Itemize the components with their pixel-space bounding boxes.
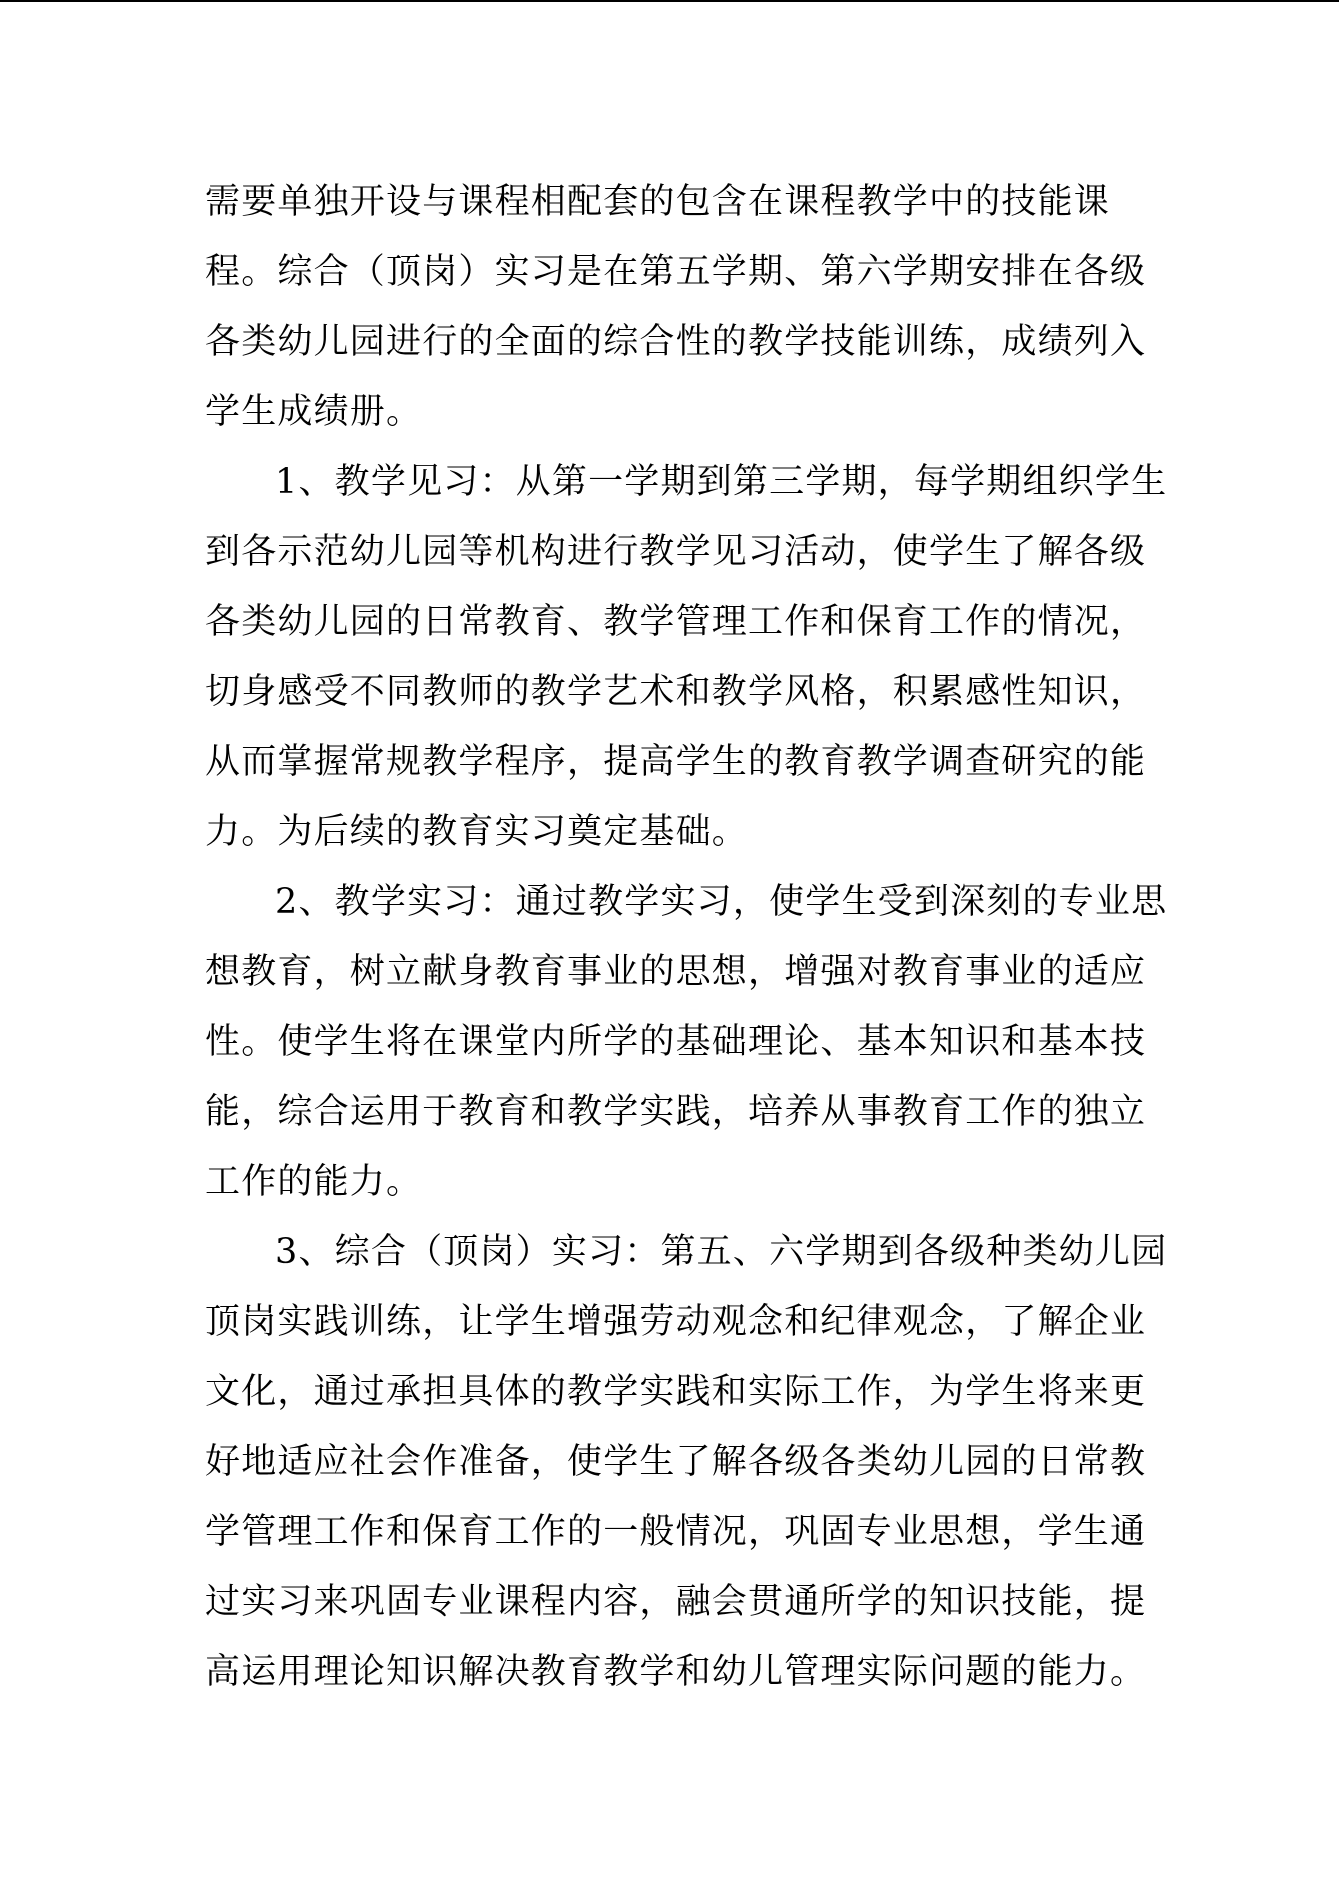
text-line: 好地适应社会作准备，使学生了解各级各类幼儿园的日常教 [205, 1442, 1147, 1482]
paragraph-teaching-practice [205, 867, 1168, 1217]
paragraph-teaching-observation [205, 447, 1168, 867]
paragraph-comprehensive-internship [205, 1217, 1168, 1707]
text-line: 工作的能力。 [205, 1162, 423, 1202]
text-line: 过实习来巩固专业课程内容，融会贯通所学的知识技能，提 [205, 1582, 1147, 1622]
text-line: 从而掌握常规教学程序，提高学生的教育教学调查研究的能 [205, 742, 1147, 782]
text-line: 能，综合运用于教育和教学实践，培养从事教育工作的独立 [205, 1092, 1147, 1132]
text-line: 顶岗实践训练，让学生增强劳动观念和纪律观念，了解企业 [205, 1302, 1147, 1342]
text-line: 想教育，树立献身教育事业的思想，增强对教育事业的适应 [205, 952, 1147, 992]
text-line: 到各示范幼儿园等机构进行教学见习活动，使学生了解各级 [205, 532, 1147, 572]
text-line: 学管理工作和保育工作的一般情况，巩固专业思想，学生通 [205, 1512, 1147, 1552]
paragraph-continuation [205, 167, 1147, 447]
text-line: 程。综合（顶岗）实习是在第五学期、第六学期安排在各级 [205, 252, 1147, 292]
text-line: 力。为后续的教育实习奠定基础。 [205, 812, 749, 852]
document-body [205, 167, 1168, 1707]
text-line: 性。使学生将在课堂内所学的基础理论、基本知识和基本技 [205, 1022, 1147, 1062]
text-line: 需要单独开设与课程相配套的包含在课程教学中的技能课 [205, 182, 1111, 222]
text-line: 1、教学见习：从第一学期到第三学期，每学期组织学生 [275, 462, 1168, 502]
text-line: 高运用理论知识解决教育教学和幼儿管理实际问题的能力。 [205, 1652, 1147, 1692]
text-line: 文化，通过承担具体的教学实践和实际工作，为学生将来更 [205, 1372, 1147, 1412]
page-top-border [0, 0, 1339, 2]
text-line: 学生成绩册。 [205, 392, 423, 432]
text-line: 各类幼儿园进行的全面的综合性的教学技能训练，成绩列入 [205, 322, 1147, 362]
text-line: 2、教学实习：通过教学实习，使学生受到深刻的专业思 [275, 882, 1168, 922]
text-line: 各类幼儿园的日常教育、教学管理工作和保育工作的情况， [205, 602, 1147, 642]
text-line: 3、综合（顶岗）实习：第五、六学期到各级种类幼儿园 [275, 1232, 1168, 1272]
text-line: 切身感受不同教师的教学艺术和教学风格，积累感性知识， [205, 672, 1147, 712]
